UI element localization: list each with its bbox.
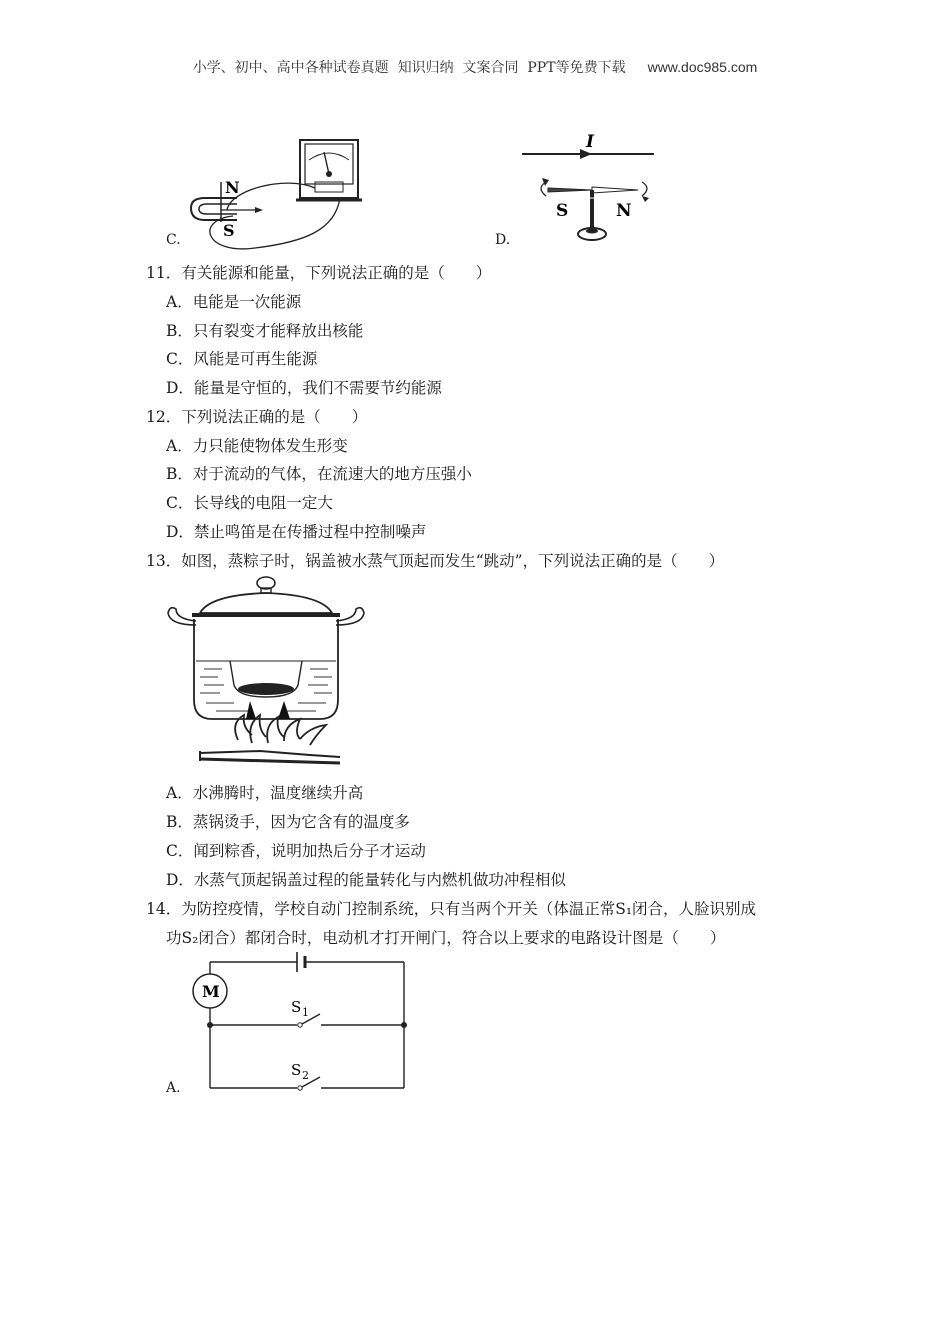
- circuit-s1-subscript: 1: [302, 1006, 309, 1019]
- circuit-s2-subscript: 2: [302, 1069, 309, 1082]
- circuit-motor-label: M: [202, 982, 220, 1001]
- figure-d-label: D.: [495, 232, 511, 248]
- circuit-a-label: A.: [166, 1080, 181, 1096]
- q13-option-a: A．水沸腾时，温度继续升高: [166, 784, 364, 802]
- figure-c-galvanometer: [185, 130, 375, 250]
- header-site: www.doc985.com: [647, 59, 758, 75]
- page-header: [0, 57, 950, 77]
- figure-d-current-label: I: [586, 132, 594, 152]
- q11-option-c: C．风能是可再生能源: [166, 350, 318, 368]
- q12-option-c: C．长导线的电阻一定大: [166, 494, 333, 512]
- circuit-s1-label: S: [291, 998, 302, 1016]
- figure-d-compass: [518, 130, 663, 248]
- q11-option-d: D．能量是守恒的，我们不需要节约能源: [166, 379, 442, 397]
- q13-option-d: D．水蒸气顶起锅盖过程的能量转化与内燃机做功冲程相似: [166, 871, 566, 889]
- q14-stem-line2: 功S₂闭合）都闭合时，电动机才打开闸门，符合以上要求的电路设计图是（ ）: [166, 929, 726, 947]
- circuit-s2-label: S: [291, 1061, 302, 1079]
- header-text: 小学、初中、高中各种试卷真题 知识归纳 文案合同 PPT等免费下载: [192, 60, 626, 76]
- figure-d-s-label: S: [556, 201, 569, 221]
- figure-circuit-a: [185, 950, 415, 1095]
- q13-stem: 13．如图，蒸粽子时，锅盖被水蒸气顶起而发生“跳动”，下列说法正确的是（ ）: [146, 552, 725, 570]
- figure-c-label: C.: [166, 232, 181, 248]
- q11-option-a: A．电能是一次能源: [166, 293, 302, 311]
- q13-option-b: B．蒸锅烫手，因为它含有的温度多: [166, 813, 410, 831]
- figure-d-n-label: N: [616, 201, 632, 221]
- q12-stem: 12．下列说法正确的是（ ）: [146, 408, 368, 426]
- figure-c-s-label: S: [223, 221, 235, 240]
- q12-option-b: B．对于流动的气体，在流速大的地方压强小: [166, 465, 472, 483]
- q12-option-a: A．力只能使物体发生形变: [166, 437, 348, 455]
- q12-option-d: D．禁止鸣笛是在传播过程中控制噪声: [166, 523, 427, 541]
- q11-stem: 11．有关能源和能量，下列说法正确的是（ ）: [146, 264, 492, 282]
- q11-option-b: B．只有裂变才能释放出核能: [166, 322, 364, 340]
- q14-stem-line1: 14．为防控疫情，学校自动门控制系统，只有当两个开关（体温正常S₁闭合，人脸识别成: [146, 900, 757, 918]
- figure-steamer-pot: [160, 575, 375, 775]
- q13-option-c: C．闻到粽香，说明加热后分子才运动: [166, 842, 426, 860]
- figure-c-n-label: N: [225, 178, 240, 197]
